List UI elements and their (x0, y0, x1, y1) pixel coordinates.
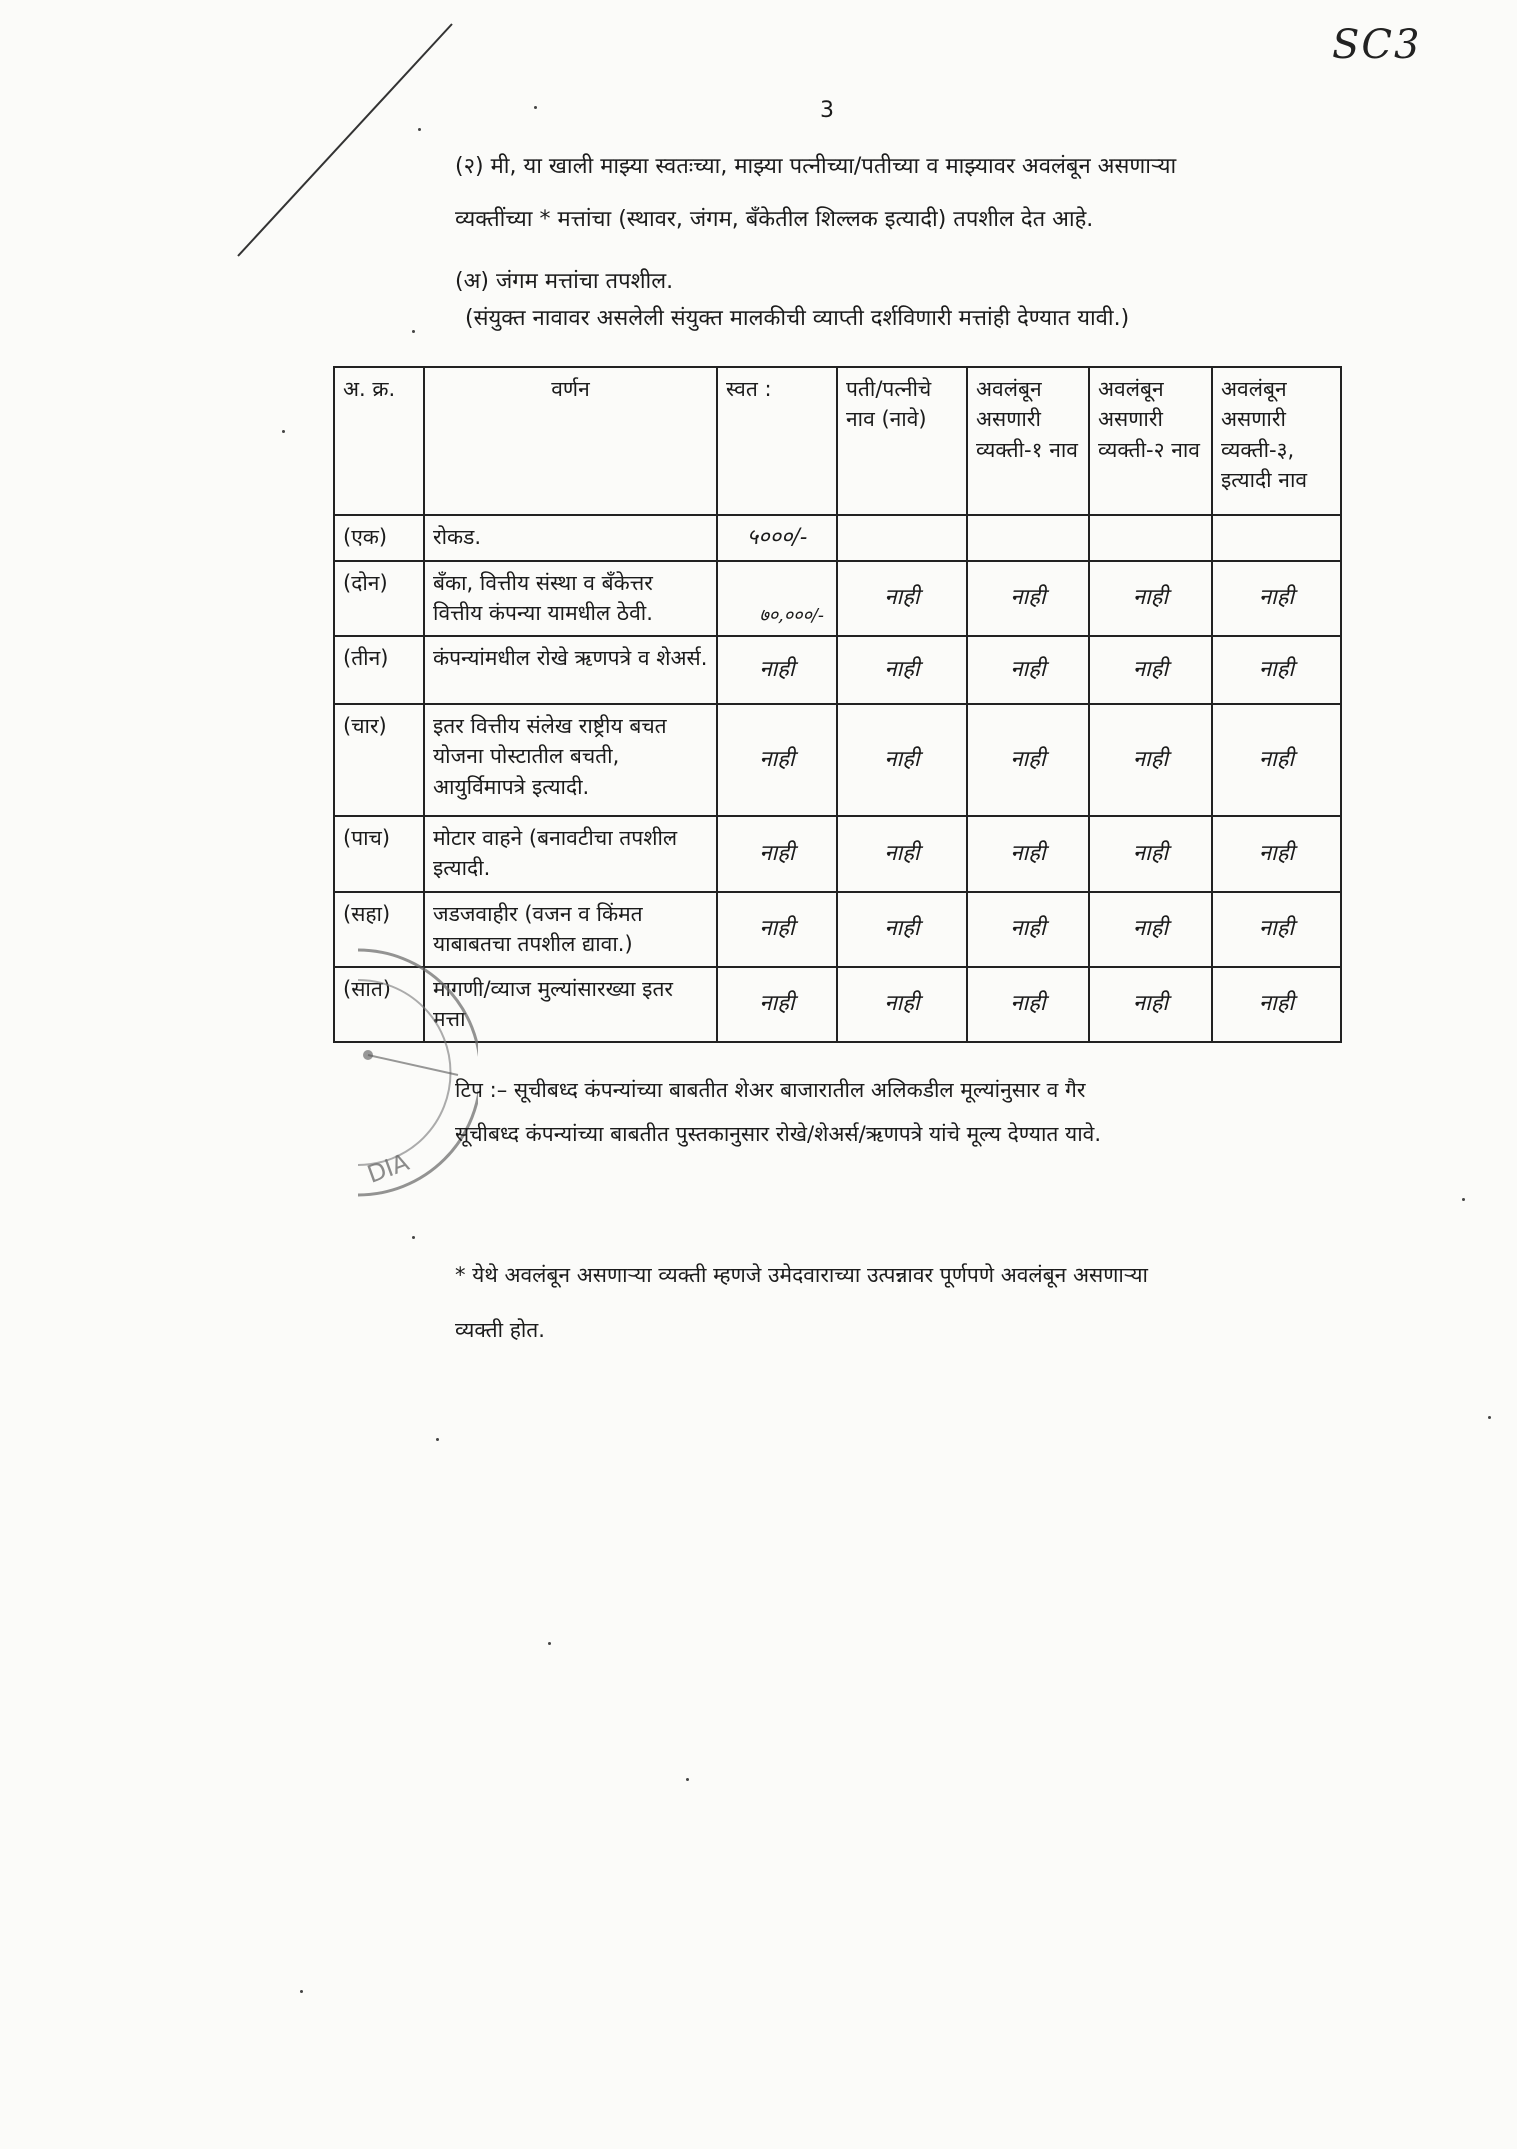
header-dependent-2: अवलंबून असणारी व्यक्ती-२ नाव (1089, 367, 1212, 515)
row-dep1-value: नाही (967, 892, 1089, 967)
svg-text:DIA: DIA (363, 1148, 413, 1189)
row-self-value: नाही (717, 892, 837, 967)
row-serial: (एक) (334, 515, 424, 561)
row-spouse-value: नाही (837, 816, 967, 892)
note-line-1: टिप :– सूचीबध्द कंपन्यांच्या बाबतीत शेअर बाजारातील अलिकडील मूल्यांनुसार व गैर (455, 1078, 1086, 1102)
row-self-value: ७०,०००/- (717, 561, 837, 636)
row-serial: (पाच) (334, 816, 424, 892)
row-serial: (दोन) (334, 561, 424, 636)
row-description: मागणी/व्याज मुल्यांसारख्या इतर मत्ता (424, 967, 717, 1042)
row-serial: (तीन) (334, 636, 424, 704)
row-spouse-value: नाही (837, 636, 967, 704)
row-dep3-value: नाही (1212, 816, 1341, 892)
row-dep3-value: नाही (1212, 636, 1341, 704)
row-dep1-value (967, 515, 1089, 561)
table-row (334, 892, 1341, 967)
row-dep2-value (1089, 515, 1212, 561)
diagonal-pen-stroke (230, 20, 470, 260)
row-dep2-value: नाही (1089, 892, 1212, 967)
row-dep2-value: नाही (1089, 816, 1212, 892)
row-description: जडजवाहीर (वजन व किंमत याबाबतचा तपशील द्यावा.) (424, 892, 717, 967)
page-number: 3 (820, 98, 834, 123)
movable-assets-table (333, 366, 1342, 1043)
row-description: बँका, वित्तीय संस्था व बँकेत्तर वित्तीय कंपन्या यामधील ठेवी. (424, 561, 717, 636)
row-spouse-value: नाही (837, 561, 967, 636)
header-description: वर्णन (424, 367, 717, 515)
corner-handwritten-mark: SC3 (1332, 22, 1422, 68)
intro-line-1: (२) मी, या खाली माझ्या स्वतःच्या, माझ्या पत्नीच्या/पतीच्या व माझ्यावर अवलंबून असणाऱ्या (455, 154, 1177, 179)
row-dep3-value: नाही (1212, 561, 1341, 636)
row-dep2-value: नाही (1089, 967, 1212, 1042)
row-dep3-value: नाही (1212, 967, 1341, 1042)
note-line-2: सूचीबध्द कंपन्यांच्या बाबतीत पुस्तकानुसार रोखे/शेअर्स/ऋणपत्रे यांचे मूल्य देण्यात यावे. (455, 1122, 1101, 1147)
header-self: स्वत : (717, 367, 837, 515)
header-spouse: पती/पत्नीचे नाव (नावे) (837, 367, 967, 515)
section-heading: (अ) जंगम मत्तांचा तपशील. (455, 269, 674, 294)
row-dep2-value: नाही (1089, 704, 1212, 816)
row-description: कंपन्यांमधील रोखे ऋणपत्रे व शेअर्स. (424, 636, 717, 704)
row-serial: (सहा) (334, 892, 424, 967)
table-row (334, 636, 1341, 704)
row-dep2-value: नाही (1089, 561, 1212, 636)
table-row (334, 816, 1341, 892)
row-dep3-value: नाही (1212, 892, 1341, 967)
listed-companies-note (455, 1068, 1335, 1156)
row-description: रोकड. (424, 515, 717, 561)
row-spouse-value: नाही (837, 967, 967, 1042)
row-spouse-value: नाही (837, 892, 967, 967)
row-spouse-value (837, 515, 967, 561)
table-row (334, 967, 1341, 1042)
header-dependent-1: अवलंबून असणारी व्यक्ती-१ नाव (967, 367, 1089, 515)
table-row (334, 704, 1341, 816)
row-spouse-value: नाही (837, 704, 967, 816)
section-subnote: (संयुक्त नावावर असलेली संयुक्त मालकीची व्याप्ती दर्शविणारी मत्तांही देण्यात यावी.) (465, 306, 1130, 331)
row-self-value: नाही (717, 967, 837, 1042)
row-serial: (चार) (334, 704, 424, 816)
row-dep1-value: नाही (967, 636, 1089, 704)
row-dep1-value: नाही (967, 561, 1089, 636)
row-dep2-value: नाही (1089, 636, 1212, 704)
table-row (334, 561, 1341, 636)
row-self-value: नाही (717, 816, 837, 892)
footnote-line-1: * येथे अवलंबून असणाऱ्या व्यक्ती म्हणजे उमेदवाराच्या उत्पन्नावर पूर्णपणे अवलंबून असणाऱ्या (455, 1263, 1148, 1287)
row-dep1-value: नाही (967, 816, 1089, 892)
row-self-value: नाही (717, 636, 837, 704)
table-row (334, 515, 1341, 561)
row-dep3-value: नाही (1212, 704, 1341, 816)
row-serial: (सात) (334, 967, 424, 1042)
row-description: मोटार वाहने (बनावटीचा तपशील इत्यादी. (424, 816, 717, 892)
row-self-value: नाही (717, 704, 837, 816)
header-dependent-3: अवलंबून असणारी व्यक्ती-३, इत्यादी नाव (1212, 367, 1341, 515)
row-dep1-value: नाही (967, 704, 1089, 816)
row-description: इतर वित्तीय संलेख राष्ट्रीय बचत योजना पोस्टातील बचती, आयुर्विमापत्रे इत्यादी. (424, 704, 717, 816)
dependent-definition-footnote (455, 1248, 1335, 1357)
row-self-value: ५०००/- (717, 515, 837, 561)
row-dep3-value (1212, 515, 1341, 561)
row-dep1-value: नाही (967, 967, 1089, 1042)
intro-line-2: व्यक्तींच्या * मत्तांचा (स्थावर, जंगम, बँकेतील शिल्लक इत्यादी) तपशील देत आहे. (455, 207, 1094, 232)
footnote-line-2: व्यक्ती होत. (455, 1317, 545, 1342)
header-serial: अ. क्र. (334, 367, 424, 515)
